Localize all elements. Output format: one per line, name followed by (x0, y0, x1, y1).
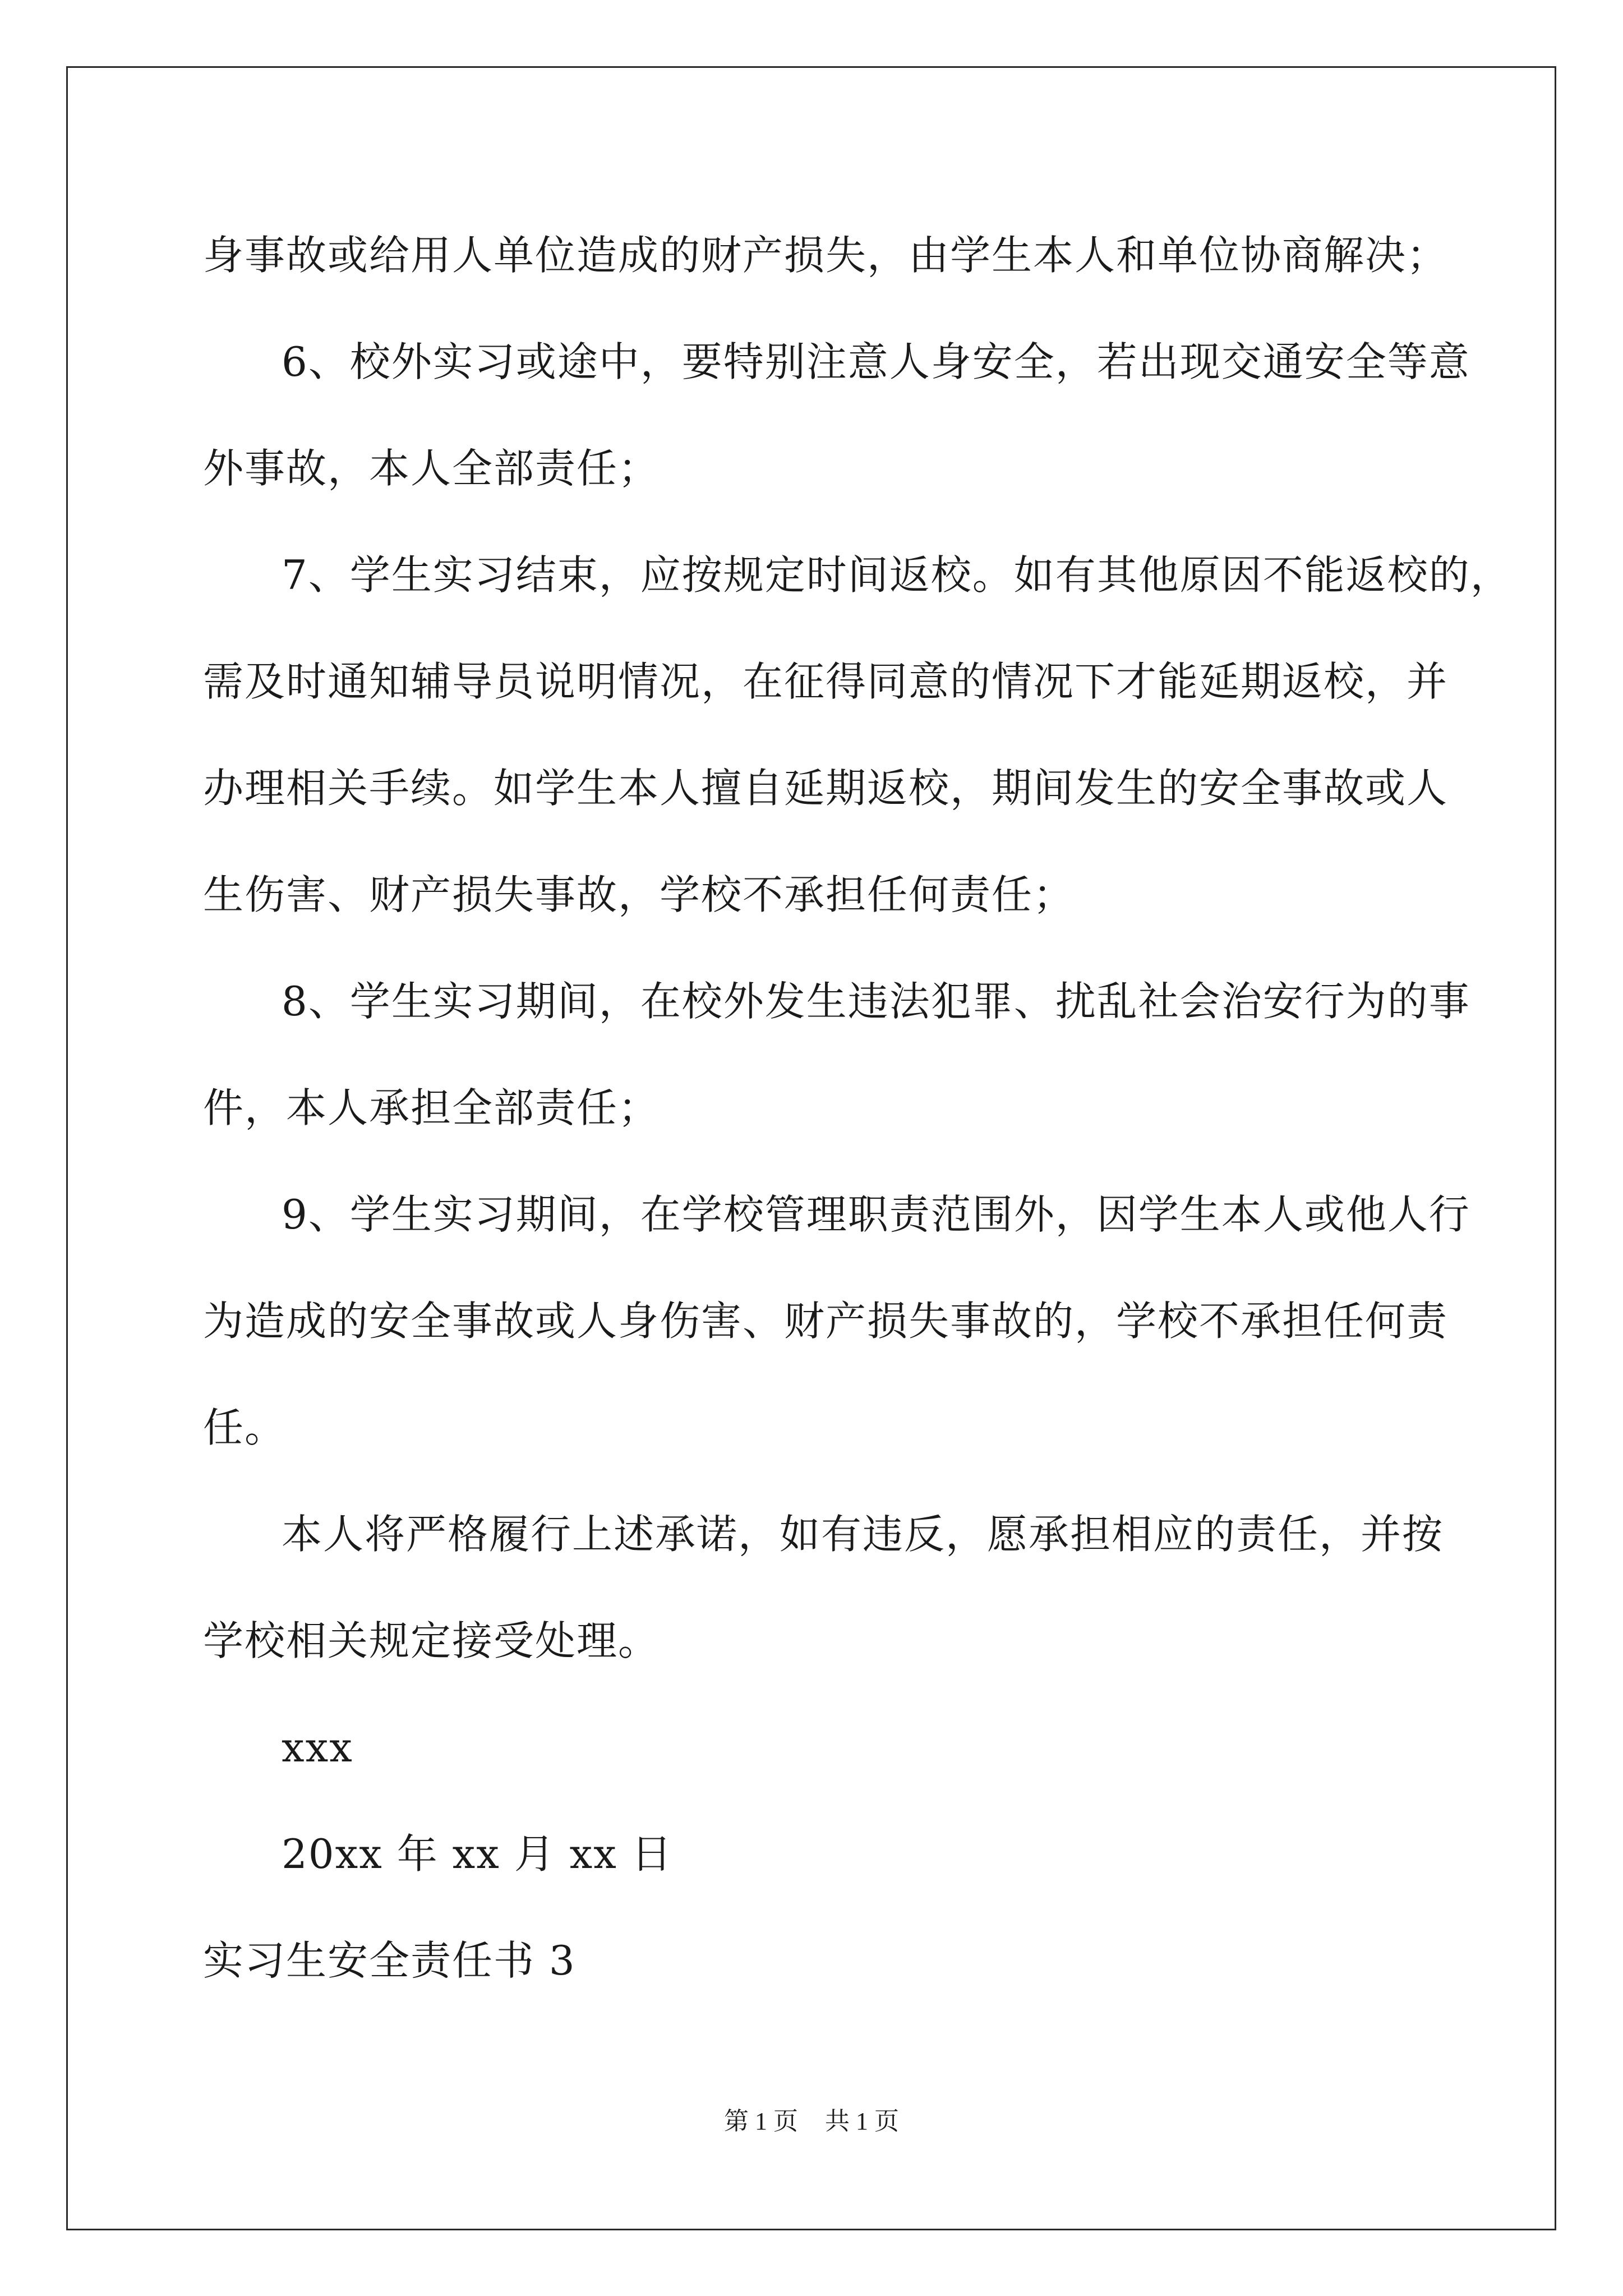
text-line: 需及时通知辅导员说明情况，在征得同意的情况下才能延期返校，并 (203, 658, 1449, 705)
text-line: 外事故，本人全部责任； (203, 445, 660, 492)
document-body (203, 202, 1512, 2014)
text-line: 6、校外实习或途中，要特别注意人身安全，若出现交通安全等意 (282, 338, 1470, 385)
text-line: 办理相关手续。如学生本人擅自延期返校，期间发生的安全事故或人 (203, 765, 1449, 812)
text-line: 身事故或给用人单位造成的财产损失，由学生本人和单位协商解决； (203, 232, 1449, 279)
text-line: 任。 (203, 1404, 287, 1451)
signature-name: xxx (282, 1724, 353, 1771)
text-line: 学校相关规定接受处理。 (203, 1617, 660, 1664)
page-number-current: 第 1 页 (724, 2108, 798, 2135)
page-footer (0, 2105, 1623, 2138)
page-number-total: 共 1 页 (825, 2108, 899, 2135)
text-line: 件，本人承担全部责任； (203, 1084, 660, 1131)
text-line: 本人将严格履行上述承诺，如有违反，愿承担相应的责任，并按 (282, 1511, 1444, 1558)
signature-date: 20xx 年 xx 月 xx 日 (282, 1830, 673, 1878)
text-line: 为造成的安全事故或人身伤害、财产损失事故的，学校不承担任何责 (203, 1297, 1449, 1345)
text-line: 8、学生实习期间，在校外发生违法犯罪、扰乱社会治安行为的事 (282, 978, 1470, 1025)
text-line: 9、学生实习期间，在学校管理职责范围外，因学生本人或他人行 (282, 1191, 1470, 1238)
text-line: 7、学生实习结束，应按规定时间返校。如有其他原因不能返校的， (282, 551, 1512, 599)
text-line: 生伤害、财产损失事故，学校不承担任何责任； (203, 871, 1075, 918)
section-heading: 实习生安全责任书 3 (203, 1937, 576, 1984)
